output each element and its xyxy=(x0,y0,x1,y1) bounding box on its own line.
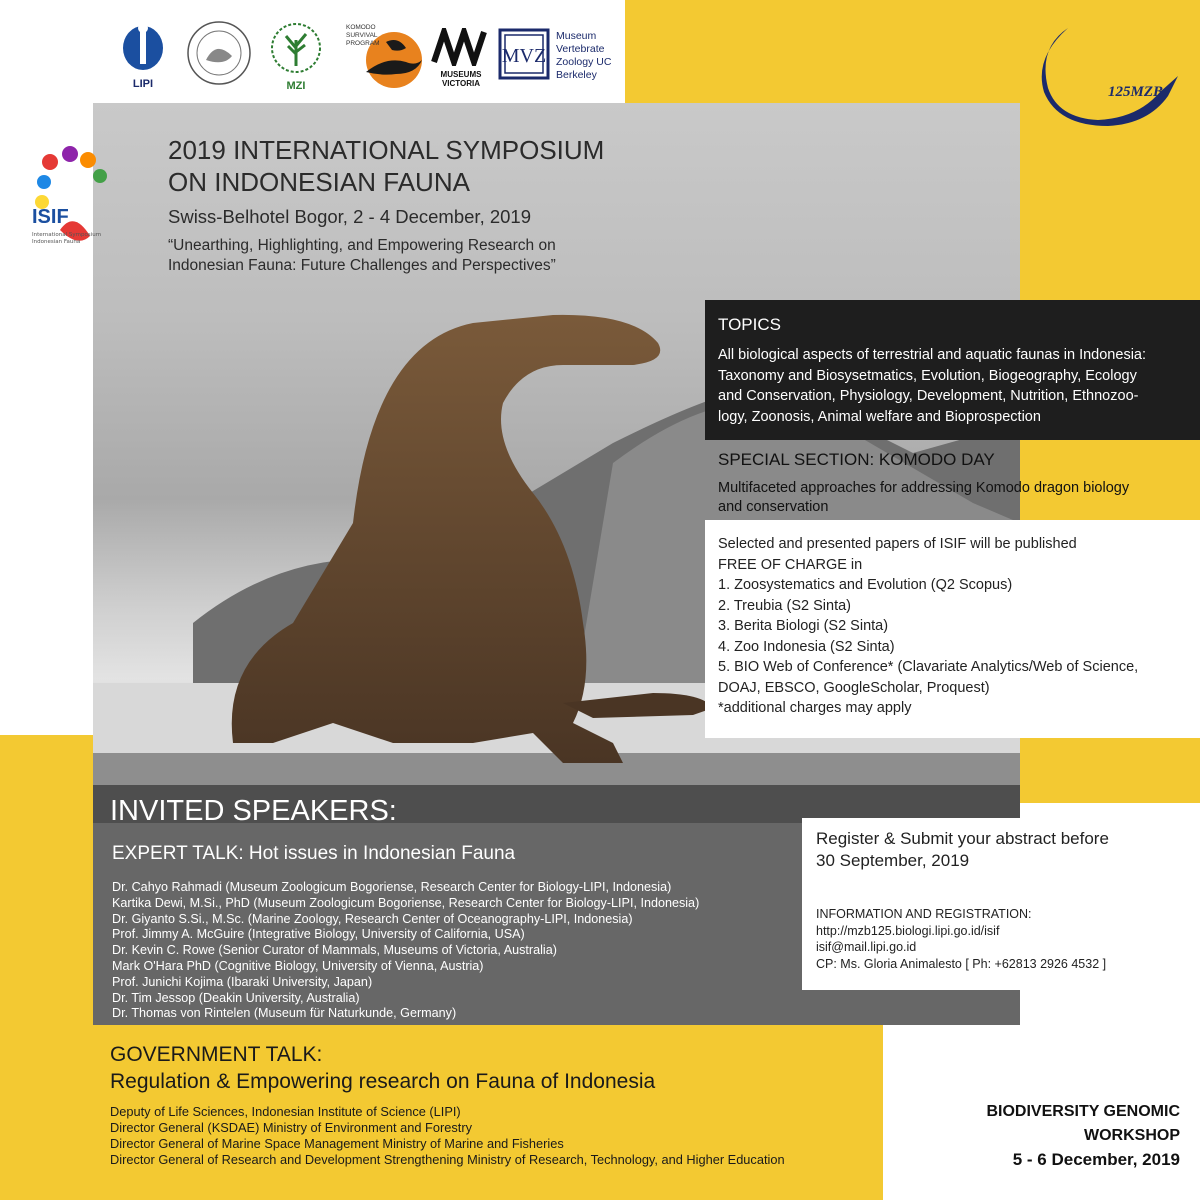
speaker-item: Kartika Dewi, M.Si., PhD (Museum Zoologicum Bogoriense, Research Center for Biology-LIPI, Indonesia) xyxy=(112,895,700,910)
isif-logo: ISIF International Symposium Indonesian Fauna xyxy=(30,140,110,290)
government-talk xyxy=(110,1042,880,1168)
government-subheading: Regulation & Empowering research on Fauna of Indonesia xyxy=(110,1070,656,1093)
registration-url-link[interactable]: http://mzb125.biologi.lipi.go.id/isif xyxy=(816,923,1000,938)
speaker-item: Dr. Cahyo Rahmadi (Museum Zoologicum Bogoriense, Research Center for Biology-LIPI, Indonesia) xyxy=(112,880,672,894)
speakers-heading: INVITED SPEAKERS: xyxy=(110,795,397,827)
special-section: SPECIAL SECTION: KOMODO DAY Multifaceted approaches for addressing Komodo dragon biology and conservation xyxy=(718,450,1193,517)
event-title xyxy=(168,134,604,198)
svg-text:MVZ: MVZ xyxy=(501,45,547,67)
speaker-item: Prof. Jimmy A. McGuire (Integrative Biology, University of California, USA) xyxy=(112,927,525,942)
special-heading: SPECIAL SECTION: KOMODO DAY xyxy=(718,450,995,469)
speaker-item: Dr. Thomas von Rintelen (Museum für Naturkunde, Germany) xyxy=(112,1006,457,1021)
event-venue: Swiss-Belhotel Bogor, 2 - 4 December, 2019 xyxy=(168,206,531,227)
museum-zoologicum-logo xyxy=(186,20,252,86)
government-list xyxy=(110,1104,880,1168)
register-box xyxy=(802,818,1182,990)
mzi-tree-icon xyxy=(266,18,326,76)
government-item: Director General (KSDAE) Ministry of Environment and Forestry xyxy=(110,1120,472,1135)
mvz-logo: MVZ Museum Vertebrate Zoology UC Berkeley xyxy=(498,28,618,90)
speaker-item: Dr. Giyanto S.Si., M.Sc. (Marine Zoology, Research Center of Oceanography-LIPI, Indonesia) xyxy=(112,911,633,926)
museum-seal-icon xyxy=(186,20,252,86)
lipi-emblem-icon xyxy=(118,18,168,74)
komodo-survival-program-logo: KOMODO SURVIVAL PROGRAM xyxy=(346,22,426,92)
mvz-emblem-icon xyxy=(498,28,550,80)
speaker-item: Dr. Kevin C. Rowe (Senior Curator of Mammals, Museums of Victoria, Australia) xyxy=(112,943,557,958)
topics-heading: TOPICS xyxy=(718,315,781,334)
expert-talk-heading: EXPERT TALK: Hot issues in Indonesian Fauna xyxy=(112,843,516,864)
registration-email-link[interactable]: isif@mail.lipi.go.id xyxy=(816,940,917,954)
publication-box xyxy=(705,520,1200,738)
government-item: Deputy of Life Sciences, Indonesian Institute of Science (LIPI) xyxy=(110,1104,461,1119)
title-line-1: 2019 INTERNATIONAL SYMPOSIUM xyxy=(168,135,605,165)
government-item: Director General of Marine Space Management Ministry of Marine and Fisheries xyxy=(110,1136,564,1151)
event-theme: “Unearthing, Highlighting, and Empowering Research on Indonesian Fauna: Future Challenges and Perspectives” xyxy=(168,237,556,274)
government-heading: GOVERNMENT TALK: xyxy=(110,1043,323,1066)
whale-icon xyxy=(1028,8,1188,128)
logo-bar xyxy=(118,18,618,93)
lipi-logo: LIPI xyxy=(118,18,168,93)
government-item: Director General of Research and Development Strengthening Ministry of Research, Technology, and Higher Education xyxy=(110,1152,785,1167)
registration-info: INFORMATION AND REGISTRATION: http://mzb125.biologi.lipi.go.id/isif isif@mail.lipi.go.id CP: Ms. Gloria Animalesto [ Ph: +62813 2926 4532 ] xyxy=(816,907,1107,971)
speaker-list xyxy=(112,880,699,1022)
yellow-block-left xyxy=(0,735,93,1200)
speaker-item: Dr. Tim Jessop (Deakin University, Australia) xyxy=(112,990,360,1005)
publication-list: Selected and presented papers of ISIF will be published FREE OF CHARGE in 1. Zoosystematics and Evolution (Q2 Scopus) 2. Treubia (S2 Sinta) 3. Berita Biologi (S2 Sinta) 4. Zoo Indonesia (S2 Sinta) 5. BIO Web of Conference* (Clavariate Analytics/Web of Science, DOAJ, EBSCO, GoogleScholar, Proquest) *additional charges may apply xyxy=(718,536,1139,716)
workshop-info: BIODIVERSITY GENOMIC WORKSHOP 5 - 6 December, 2019 xyxy=(986,1103,1180,1169)
mzb-125-logo: 125MZB xyxy=(1028,8,1188,128)
register-deadline: Register & Submit your abstract before 30 September, 2019 xyxy=(816,829,1109,870)
museums-victoria-logo: MUSEUMS VICTORIA xyxy=(430,28,492,90)
mzi-logo: MZI xyxy=(266,18,326,93)
title-line-2: ON INDONESIAN FAUNA xyxy=(168,167,470,197)
topics-box xyxy=(705,300,1200,440)
speaker-item: Prof. Junichi Kojima (Ibaraki University, Japan) xyxy=(112,974,373,989)
topics-body: All biological aspects of terrestrial and aquatic faunas in Indonesia: Taxonomy and Biosysetmatics, Evolution, Biogeography, Ecology and Conservation, Physiology, Development, Nutrition, Ethnozoo- logy, Zoonosis, Animal welfare and Bioprospection xyxy=(718,347,1147,425)
speaker-item: Mark O'Hara PhD (Cognitive Biology, University of Vienna, Austria) xyxy=(112,958,484,973)
museums-victoria-mark-icon xyxy=(430,28,492,66)
